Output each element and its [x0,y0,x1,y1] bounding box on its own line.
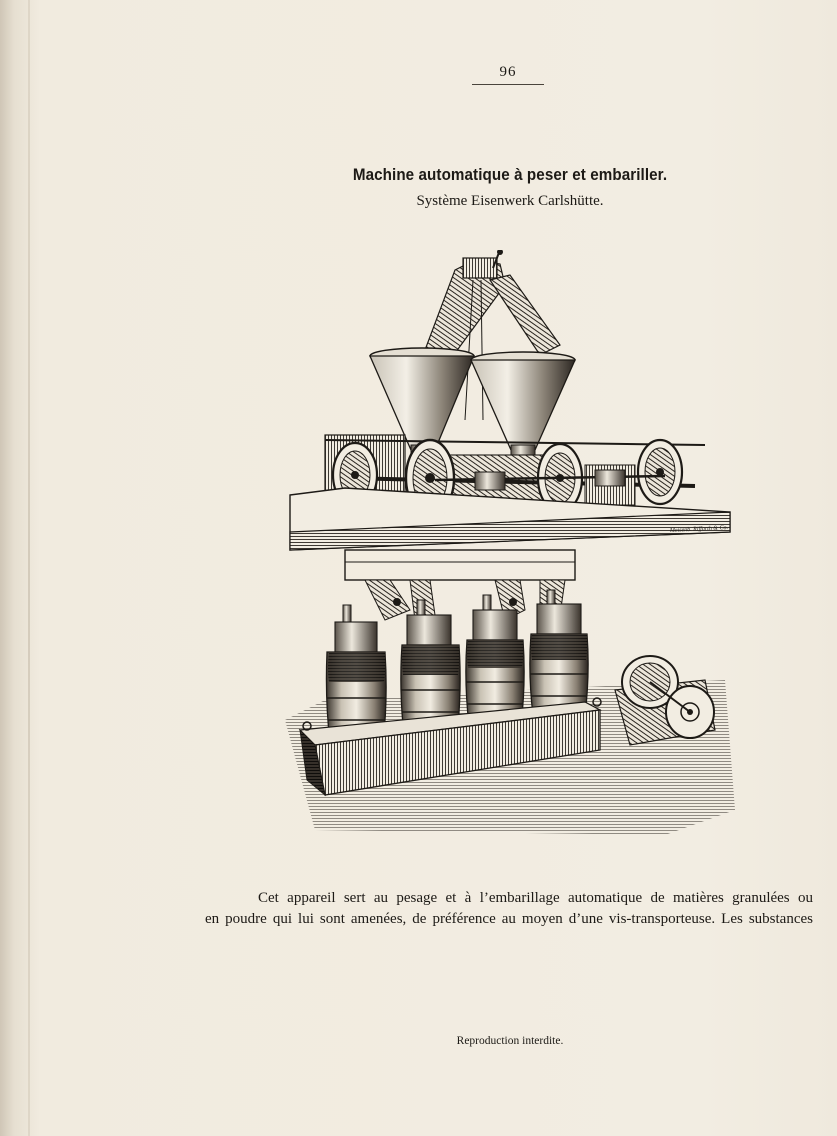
small-motor [615,656,715,745]
machine-engraving [285,250,735,840]
page-subtitle: Système Eisenwerk Carlshütte. [416,193,604,209]
barrel-4 [530,590,588,715]
barrel-3 [466,595,524,725]
paragraph-line-2: en poudre qui lui sont amenées, de préférence au moyen d’une vis-transporteuse. Les substances [205,911,813,927]
pulley-4 [638,440,682,504]
page-number-rule [472,84,544,85]
description-paragraph [205,888,813,930]
footer-notice: Reproduction interdite. [456,1035,564,1047]
barrel-1 [326,605,386,742]
page-title: Machine automatique à peser et embariller. [352,166,668,184]
page-gutter [28,0,30,1136]
engraver-signature: Meisenb. Riffarth & Co. [669,524,729,534]
paragraph-line-1: Cet appareil sert au pesage et à l’embarillage automatique de matières granulées ou [258,890,813,906]
page-number: 96 [499,64,517,80]
